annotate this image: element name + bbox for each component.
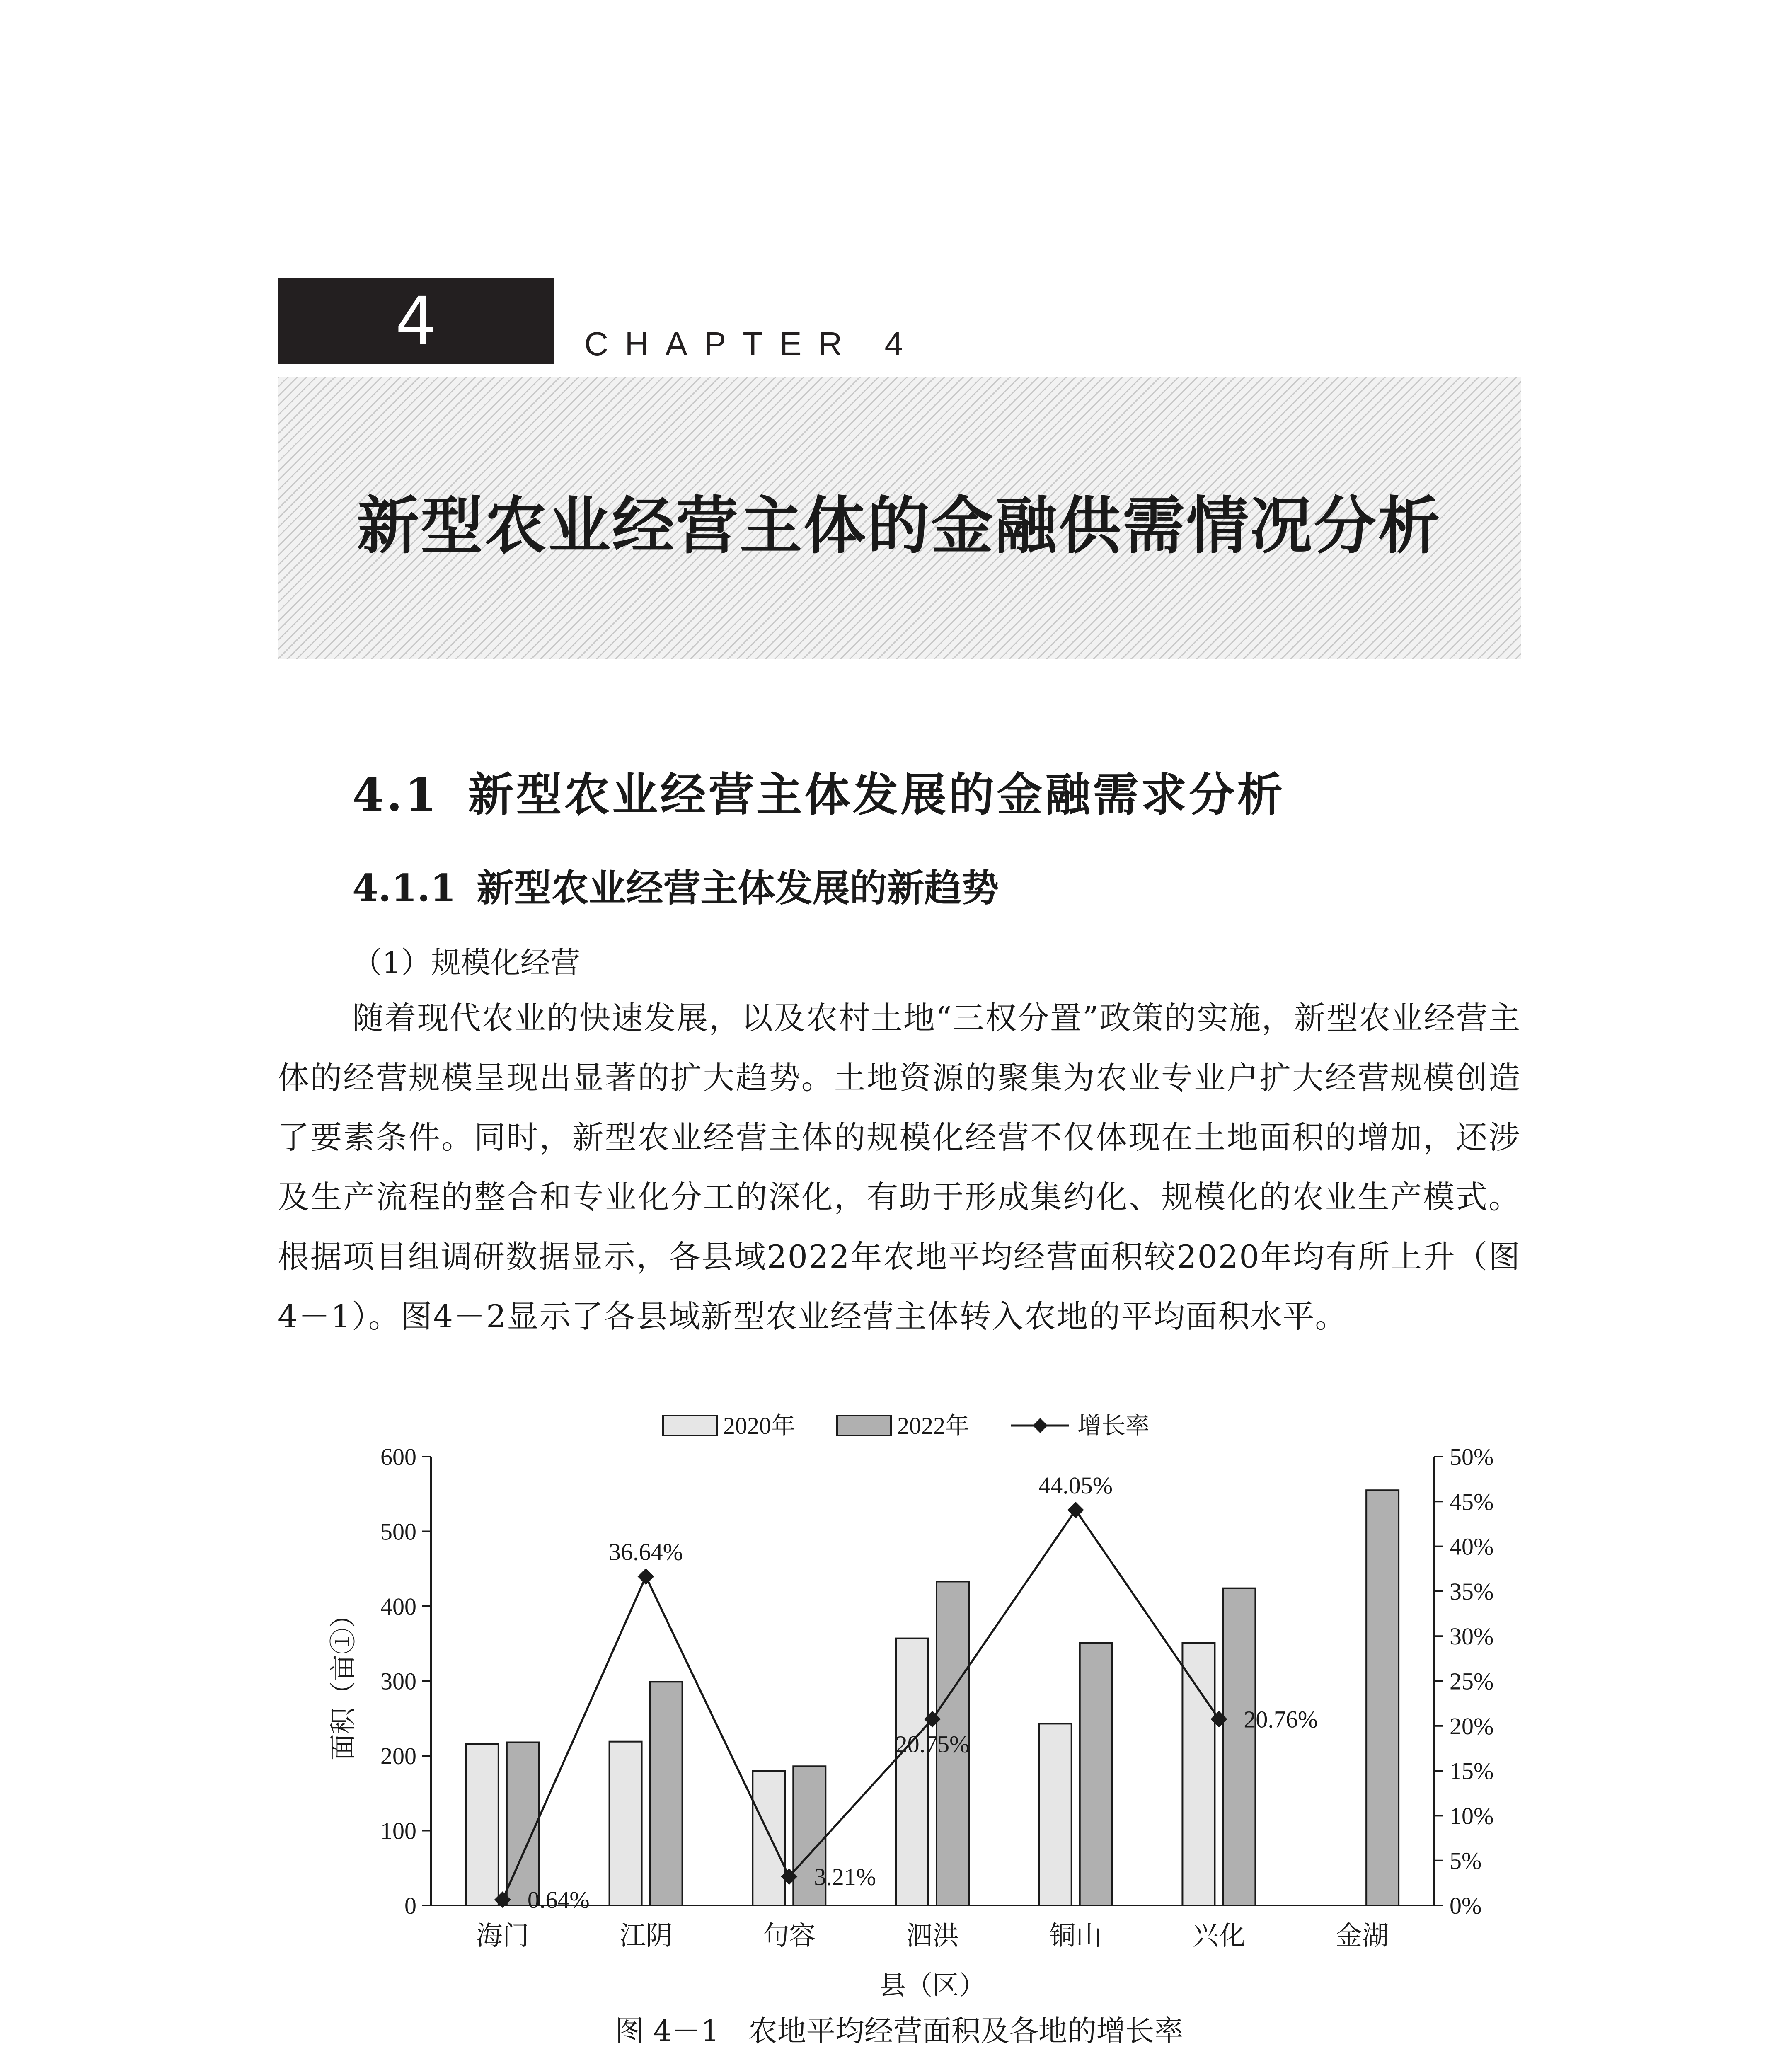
bar-2022年 — [1223, 1588, 1255, 1905]
bar-2020年 — [466, 1744, 499, 1905]
growth-rate-label: 36.64% — [609, 1538, 683, 1566]
y2-tick-label: 15% — [1450, 1757, 1494, 1785]
subsection-heading — [352, 858, 999, 912]
y2-tick-label: 35% — [1450, 1578, 1494, 1605]
growth-rate-marker — [638, 1568, 654, 1585]
x-tick-label: 兴化 — [1192, 1921, 1246, 1951]
growth-rate-label: 44.05% — [1038, 1472, 1113, 1499]
growth-rate-label: 3.21% — [814, 1863, 876, 1890]
body-paragraph: 随着现代农业的快速发展，以及农村土地“三权分置”政策的实施，新型农业经营主体的经营规模呈现出显著的扩大趋势。土地资源的聚集为农业专业户扩大经营规模创造了要素条件。同时，新型农业经营主体的规模化经营不仅体现在土地面积的增加，还涉及生产流程的整合和专业化分工的深化，有助于形成集约化、规模化的农业生产模式。根据项目组调研数据显示，各县域2022年农地平均经营面积较2020年均有所上升（图4－1）。图4－2显示了各县域新型农业经营主体转入农地的平均面积水平。 — [278, 1000, 1521, 1335]
bar-2020年 — [896, 1639, 928, 1905]
x-tick-label: 金湖 — [1336, 1921, 1389, 1951]
bar-2020年 — [1182, 1643, 1215, 1905]
y-tick-label: 400 — [380, 1593, 416, 1620]
y2-tick-label: 0% — [1450, 1892, 1482, 1919]
legend-label: 2022年 — [897, 1412, 970, 1439]
y2-tick-label: 20% — [1450, 1712, 1494, 1740]
y-tick-label: 0 — [404, 1892, 416, 1919]
section-title: 新型农业经营主体发展的金融需求分析 — [468, 768, 1285, 821]
y2-tick-label: 5% — [1450, 1847, 1482, 1874]
chart-growth-line — [494, 1502, 1227, 1908]
section-number: 4.1 — [352, 768, 439, 821]
bar-2020年 — [1039, 1723, 1072, 1905]
chapter-title: 新型农业经营主体的金融供需情况分析 — [356, 490, 1442, 562]
figure-caption: 图 4－1 农地平均经营面积及各地的增长率 — [615, 2014, 1184, 2048]
legend-swatch-2020年 — [663, 1416, 717, 1435]
figure-4-1-chart — [278, 1401, 1521, 2006]
x-tick-label: 海门 — [476, 1921, 529, 1951]
x-tick-label: 铜山 — [1049, 1921, 1102, 1951]
bar-2022年 — [650, 1682, 683, 1905]
bar-2020年 — [610, 1742, 642, 1905]
section-heading — [352, 758, 1285, 824]
y-tick-label: 300 — [380, 1668, 416, 1695]
chart-legend — [663, 1412, 1150, 1439]
growth-rate-label: 0.64% — [527, 1886, 590, 1914]
legend-label: 2020年 — [723, 1412, 796, 1439]
y-tick-label: 500 — [380, 1518, 416, 1545]
y2-tick-label: 40% — [1450, 1533, 1494, 1560]
y-axis-title: 面积（亩①） — [329, 1601, 358, 1761]
y2-tick-label: 45% — [1450, 1488, 1494, 1515]
subheading: （1）规模化经营 — [352, 945, 580, 980]
y-tick-label: 100 — [380, 1817, 416, 1844]
subsection-title: 新型农业经营主体发展的新趋势 — [477, 867, 999, 910]
subsection-number: 4.1.1 — [352, 866, 456, 910]
y-tick-label: 200 — [380, 1743, 416, 1769]
growth-rate-label: 20.75% — [895, 1731, 970, 1758]
bar-2022年 — [1366, 1490, 1399, 1905]
x-tick-label: 江阴 — [619, 1921, 673, 1951]
growth-rate-marker — [1067, 1502, 1084, 1518]
bar-2022年 — [1080, 1643, 1112, 1905]
legend-swatch-2022年 — [837, 1416, 891, 1435]
y2-tick-label: 50% — [1450, 1443, 1494, 1470]
y2-tick-label: 30% — [1450, 1623, 1494, 1650]
chapter-number-box — [278, 278, 554, 364]
y2-tick-label: 25% — [1450, 1668, 1494, 1695]
chapter-number: 4 — [395, 283, 437, 359]
bar-2020年 — [753, 1771, 785, 1905]
legend-label: 增长率 — [1077, 1412, 1150, 1439]
x-axis-title: 县（区） — [879, 1971, 985, 2000]
chapter-label: CHAPTER 4 — [584, 325, 920, 362]
y2-tick-label: 10% — [1450, 1802, 1494, 1830]
legend-line-marker — [1033, 1418, 1048, 1433]
chart-bars — [466, 1490, 1399, 1905]
x-tick-label: 句容 — [762, 1921, 816, 1951]
y-tick-label: 600 — [380, 1443, 416, 1470]
x-tick-label: 泗洪 — [906, 1921, 959, 1951]
growth-rate-label: 20.76% — [1244, 1706, 1318, 1733]
